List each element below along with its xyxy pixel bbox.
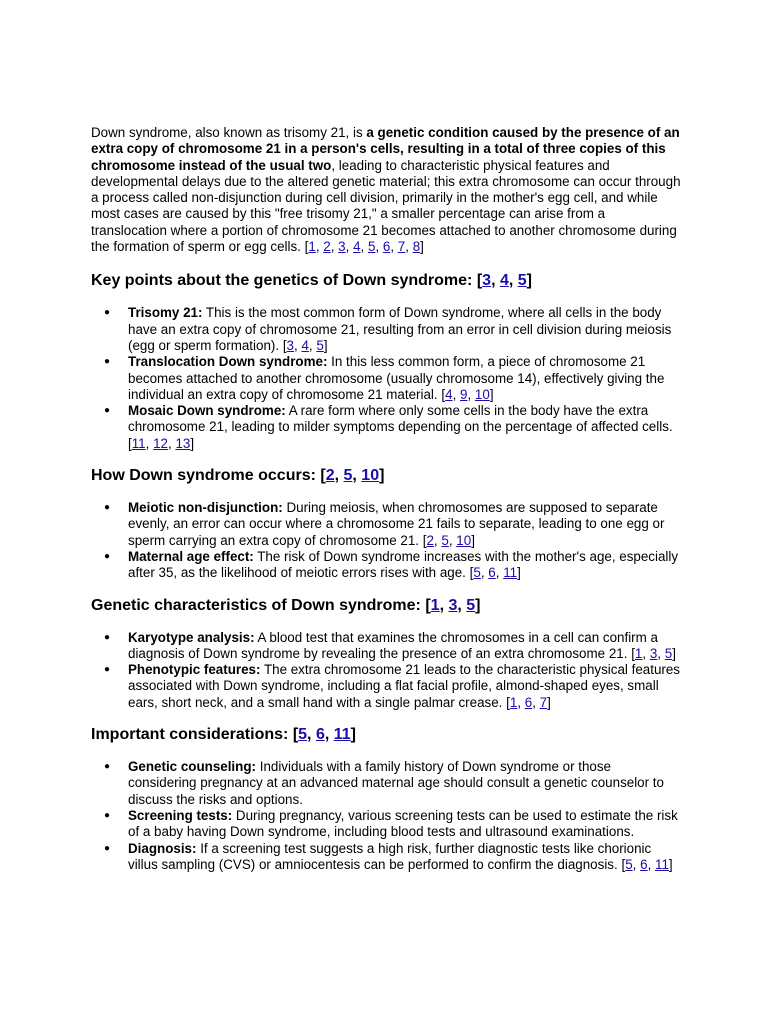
citation-link-6[interactable]: 6 [640, 856, 648, 872]
citation-link-10[interactable]: 10 [361, 467, 380, 485]
citation-link-3[interactable]: 3 [448, 596, 458, 614]
list-item [91, 841, 681, 874]
heading-citations: [5, 6, 11] [292, 726, 356, 744]
intro-rest-text: , leading to characteristic physical features and developmental delays due to the altered genetic material; this extra chromosome can occur through a process called non-disjunction during cell division, primarily in the mother's egg cell, and while most cases are caused by this "free trisomy 21," a smaller percentage can arise from a translocation where a portion of chromosome 21 becomes attached to another chromosome during the formation of sperm or egg cells. [91, 157, 681, 255]
item-term: Screening tests: [128, 807, 233, 823]
item-citations: [5, 6, 11] [469, 565, 521, 581]
citation-link-1[interactable]: 1 [430, 596, 440, 614]
citation-link-11[interactable]: 11 [503, 565, 518, 581]
item-term: Trisomy 21: [128, 305, 203, 321]
item-text: In this less common form, a piece of chromosome 21 becomes attached to another chromosome (usually chromosome 14), effectively giving the individual an extra copy of chromosome 21 material. [128, 354, 665, 402]
citation-link-2[interactable]: 2 [426, 532, 434, 548]
section-heading-key-points [91, 271, 681, 291]
item-citations: [11, 12, 13] [128, 435, 195, 451]
citation-link-5[interactable]: 5 [316, 337, 324, 353]
citation-link-7[interactable]: 7 [539, 694, 548, 710]
list-item [91, 403, 681, 452]
citation-link-11[interactable]: 11 [131, 435, 146, 451]
item-text: During meiosis, when chromosomes are supposed to separate evenly, an error can occur where a chromosome 21 fails to separate, leading to one egg or sperm carrying an extra copy of chromosome 21. [128, 500, 665, 548]
item-citations: [3, 4, 5] [282, 337, 328, 353]
citation-link-6[interactable]: 6 [315, 726, 325, 744]
heading-citations: [1, 3, 5] [425, 596, 481, 614]
citation-link-3[interactable]: 3 [286, 337, 294, 353]
citation-link-6[interactable]: 6 [382, 239, 391, 255]
citation-link-8[interactable]: 8 [412, 239, 421, 255]
how-occurs-list [91, 500, 681, 581]
intro-paragraph [91, 125, 681, 255]
citation-link-5[interactable]: 5 [664, 645, 673, 661]
item-text: Individuals with a family history of Down syndrome or those considering pregnancy at an advanced maternal age should consult a genetic counselor to discuss the risks and options. [128, 759, 664, 807]
item-text: A rare form where only some cells in the body have the extra chromosome 21, leading to milder symptoms depending on the percentage of affected cells. [128, 403, 673, 435]
citation-link-4[interactable]: 4 [353, 239, 361, 255]
citation-link-1[interactable]: 1 [308, 239, 316, 255]
citation-link-11[interactable]: 11 [655, 856, 669, 872]
citation-link-4[interactable]: 4 [301, 337, 309, 353]
item-text: If a screening test suggests a high risk, further diagnostic tests like chorionic villus sampling (CVS) or amniocentesis can be performed to confirm the diagnosis. [128, 840, 652, 872]
citation-link-5[interactable]: 5 [517, 272, 527, 290]
citation-link-5[interactable]: 5 [343, 467, 353, 485]
citation-link-3[interactable]: 3 [338, 239, 346, 255]
heading-citations: [2, 5, 10] [320, 467, 385, 485]
item-citations: [1, 6, 7] [506, 694, 551, 710]
section-heading-genetic-characteristics [91, 596, 681, 616]
heading-citations: [3, 4, 5] [476, 272, 532, 290]
citation-link-3[interactable]: 3 [649, 645, 658, 661]
item-term: Meiotic non-disjunction: [128, 500, 283, 516]
list-item [91, 354, 681, 403]
intro-citations: [1, 2, 3, 4, 5, 6, 7, 8] [304, 239, 424, 255]
item-citations: [2, 5, 10] [422, 532, 475, 548]
list-item [91, 662, 681, 711]
genetic-characteristics-list [91, 630, 681, 711]
item-text: The extra chromosome 21 leads to the characteristic physical features associated with Down syndrome, including a flat facial profile, almond-shaped eyes, small ears, short neck, and a small hand with a single palmar crease. [128, 662, 680, 710]
section-heading-text: How Down syndrome occurs: [91, 467, 316, 485]
item-text: This is the most common form of Down syndrome, where all cells in the body have an extra copy of chromosome 21, resulting from an error in cell division during meiosis (egg or sperm formation). [128, 305, 672, 353]
list-item [91, 808, 681, 841]
citation-link-4[interactable]: 4 [499, 272, 509, 290]
citation-link-10[interactable]: 10 [474, 386, 490, 402]
citation-link-12[interactable]: 12 [153, 435, 168, 451]
list-item [91, 305, 681, 354]
section-heading-text: Key points about the genetics of Down syndrome: [91, 272, 473, 290]
section-heading-text: Important considerations: [91, 726, 289, 744]
document-body [91, 125, 681, 873]
citation-link-13[interactable]: 13 [175, 435, 191, 451]
item-term: Genetic counseling: [128, 759, 256, 775]
item-text: The risk of Down syndrome increases with the mother's age, especially after 35, as the likelihood of meiotic errors rises with age. [128, 548, 679, 581]
item-term: Mosaic Down syndrome: [128, 403, 286, 419]
citation-link-11[interactable]: 11 [333, 726, 351, 744]
intro-lead-text: Down syndrome, also known as trisomy 21, is [91, 125, 367, 140]
list-item [91, 759, 681, 808]
citation-link-5[interactable]: 5 [441, 532, 449, 548]
citation-link-5[interactable]: 5 [473, 565, 481, 581]
list-item [91, 549, 681, 582]
item-term: Phenotypic features: [128, 662, 261, 678]
key-points-list [91, 305, 681, 452]
citation-link-5[interactable]: 5 [367, 239, 376, 255]
citation-link-7[interactable]: 7 [397, 239, 406, 255]
citation-link-6[interactable]: 6 [524, 694, 533, 710]
intro-bold-text: a genetic condition caused by the presence of an extra copy of chromosome 21 in a person's cells, resulting in a total of three copies of this chromosome instead of the usual two [91, 125, 680, 173]
section-heading-text: Genetic characteristics of Down syndrome: [91, 596, 421, 614]
item-text: A blood test that examines the chromosomes in a cell can confirm a diagnosis of Down syndrome by revealing the presence of an extra chromosome 21. [128, 629, 658, 661]
item-term: Maternal age effect: [128, 548, 254, 564]
item-citations: [5, 6, 11] [621, 856, 673, 872]
citation-link-5[interactable]: 5 [466, 596, 476, 614]
item-term: Translocation Down syndrome: [128, 354, 328, 370]
citation-link-3[interactable]: 3 [482, 272, 492, 290]
citation-link-2[interactable]: 2 [323, 239, 331, 255]
important-considerations-list [91, 759, 681, 873]
list-item [91, 630, 681, 663]
item-term: Karyotype analysis: [128, 629, 255, 645]
citation-link-1[interactable]: 1 [509, 694, 518, 710]
item-citations: [1, 3, 5] [631, 645, 676, 661]
section-heading-important-considerations [91, 725, 681, 745]
item-text: During pregnancy, various screening tests can be used to estimate the risk of a baby having Down syndrome, including blood tests and ultrasound examinations. [128, 807, 678, 840]
section-heading-how-occurs [91, 466, 681, 486]
citation-link-10[interactable]: 10 [456, 532, 472, 548]
citation-link-5[interactable]: 5 [625, 856, 633, 872]
citation-link-1[interactable]: 1 [634, 645, 643, 661]
citation-link-6[interactable]: 6 [488, 565, 496, 581]
citation-link-2[interactable]: 2 [325, 467, 335, 485]
citation-link-4[interactable]: 4 [445, 386, 453, 402]
item-term: Diagnosis: [128, 840, 197, 856]
list-item [91, 500, 681, 549]
citation-link-5[interactable]: 5 [298, 726, 308, 744]
citation-link-9[interactable]: 9 [460, 386, 468, 402]
item-citations: [4, 9, 10] [441, 386, 494, 402]
